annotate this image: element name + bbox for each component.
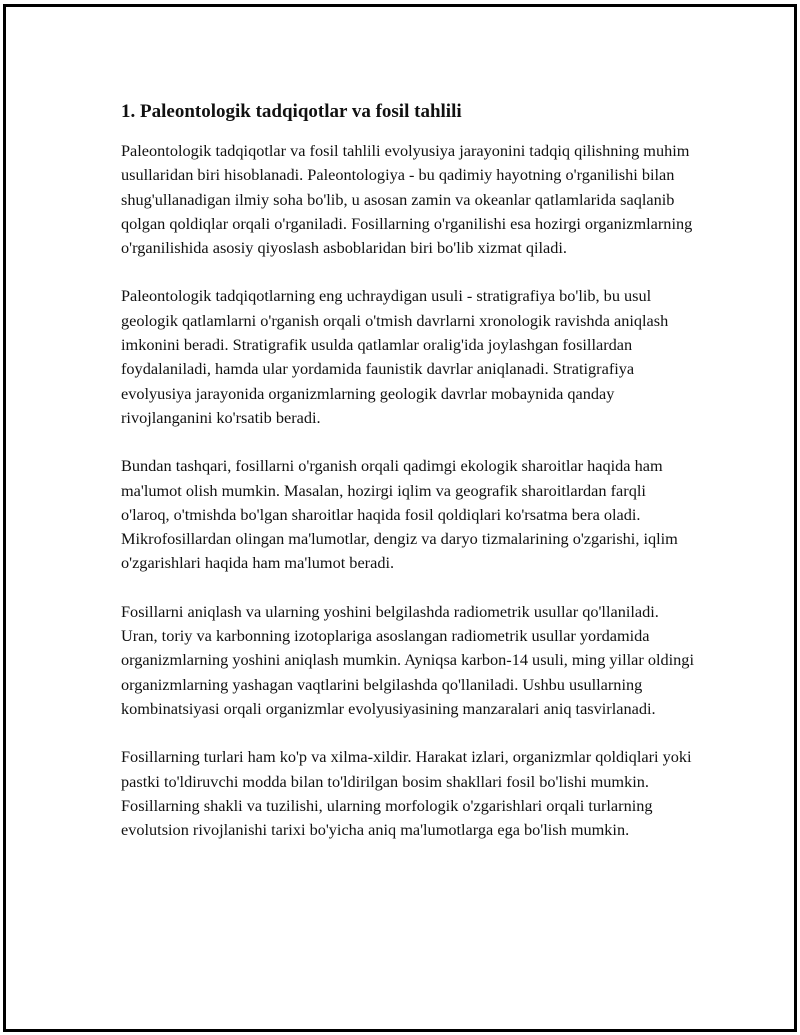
paragraph-2: Paleontologik tadqiqotlarning eng uchraydigan usuli - stratigrafiya bo'lib, bu usul geologik qatlamlarni o'rganish orqali o'tmish davrlarni xronologik ravishda aniqlash imkonini beradi. Stratigrafik usulda qatlamlar oralig'ida joylashgan fosillardan foydalaniladi, hamda ular yordamida faunistik davrlar aniqlanadi. Stratigrafiya evolyusiya jarayonida organizmlarning geologik davrlar mobaynida qanday rivojlanganini ko'rsatib beradi. xyxy=(121,286,669,427)
paragraph-4: Fosillarni aniqlash va ularning yoshini belgilashda radiometrik usullar qo'llaniladi. Uran, toriy va karbonning izotoplariga asoslangan radiometrik usullar yordamida organizmlarning yoshini aniqlash mumkin. Ayniqsa karbon-14 usuli, ming yillar oldingi organizmlarning yashagan vaqtlarini belgilashda qo'llaniladi. Ushbu usullarning kombinatsiyasi orqali organizmlar evolyusiyasining manzaralari aniq tasvirlanadi. xyxy=(121,601,694,718)
paragraph-3: Bundan tashqari, fosillarni o'rganish orqali qadimgi ekologik sharoitlar haqida ham ma'lumot olish mumkin. Masalan, hozirgi iqlim va geografik sharoitlardan farqli o'laroq, o'tmishda bo'lgan sharoitlar haqida fosil qoldiqlari ko'rsatma bera oladi. Mikrofosillardan olingan ma'lumotlar, dengiz va daryo tizmalarining o'zgarishi, iqlim o'zgarishlari haqida ham ma'lumot beradi. xyxy=(121,456,678,573)
page-frame xyxy=(3,4,797,1032)
document-body xyxy=(121,99,696,866)
section-heading: 1. Paleontologik tadqiqotlar va fosil tahlili xyxy=(121,101,462,122)
paragraph-5: Fosillarning turlari ham ko'p va xilma-xildir. Harakat izlari, organizmlar qoldiqlari yoki pastki to'ldiruvchi modda bilan to'ldirilgan bosim shakllari fosil bo'lishi mumkin. Fosillarning shakli va tuzilishi, ularning morfologik o'zgarishlari orqali turlarning evolutsion rivojlanishi tarixi bo'yicha aniq ma'lumotlarga ega bo'lish mumkin. xyxy=(121,747,692,840)
paragraph-1: Paleontologik tadqiqotlar va fosil tahlili evolyusiya jarayonini tadqiq qilishning muhim usullaridan biri hisoblanadi. Paleontologiya - bu qadimiy hayotning o'rganilishi bilan shug'ullanadigan ilmiy soha bo'lib, u asosan zamin va okeanlar qatlamlarida saqlanib qolgan qoldiqlar orqali o'rganiladi. Fosillarning o'rganilishi esa hozirgi organizmlarning o'rganilishida asosiy qiyoslash asboblaridan biri bo'lib xizmat qiladi. xyxy=(121,141,693,258)
